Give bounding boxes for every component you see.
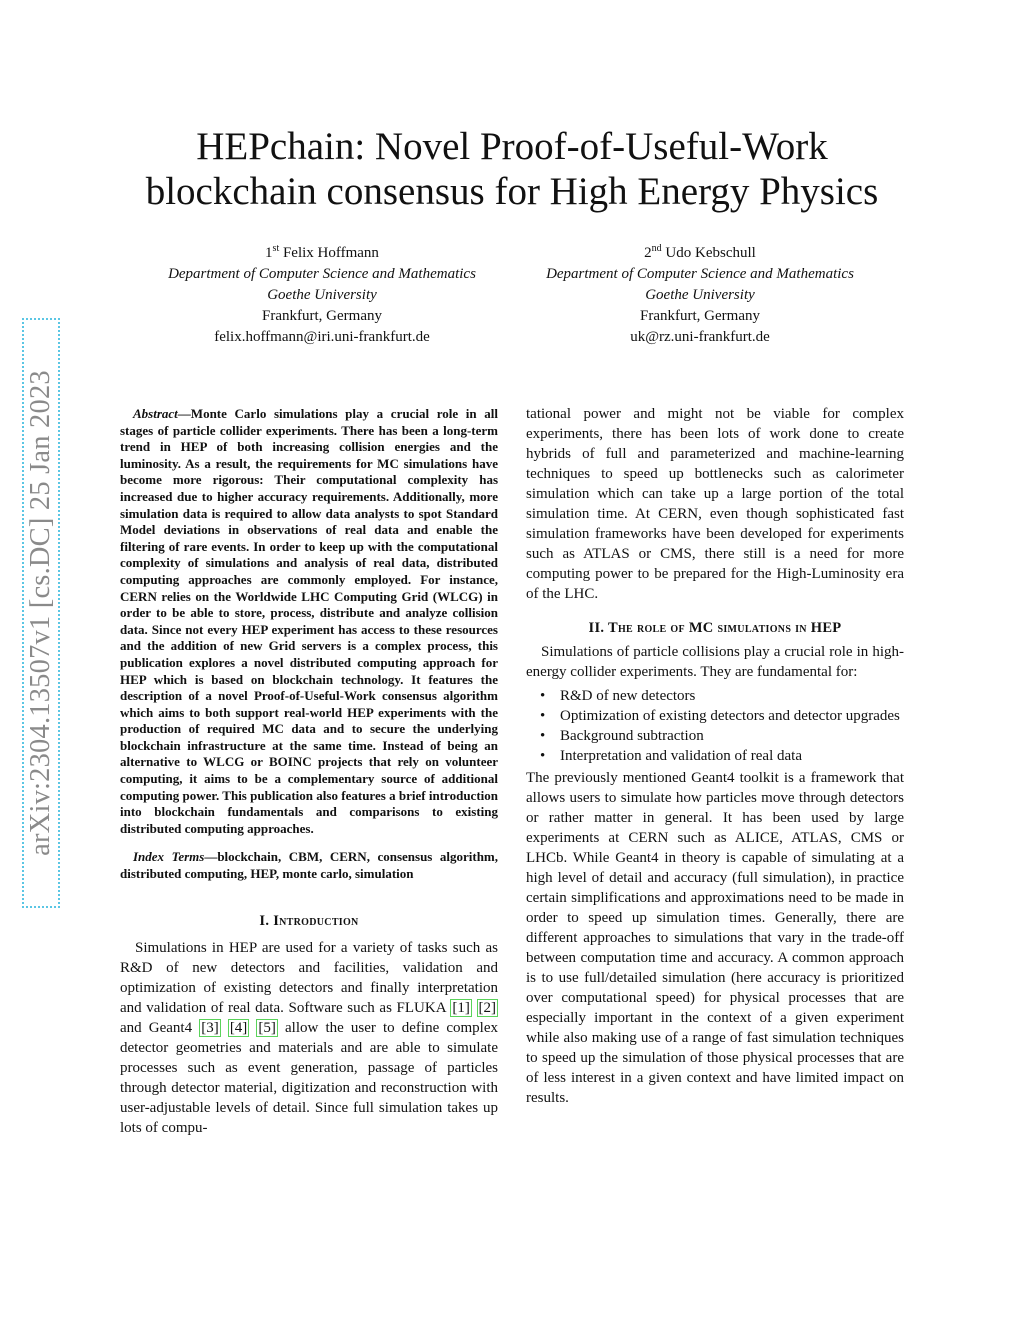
index-terms	[120, 849, 498, 882]
paper-title-line-1: HEPchain: Novel Proof-of-Useful-Work	[196, 125, 828, 168]
intro-paragraph: Simulations in HEP are used for a variety of tasks such as R&D of new detectors and facilities, validation and optimization of existing detectors and finally interpretation and validation of real data. Software such as FLUKA [1] [2] and Geant4 [3] [4] [5] allow the user to define complex detector geometries and materials and are able to simulate processes such as event generation, passage of particles through detector material, digitization and reconstruction with user-adjustable levels of detail. Since full simulation takes up lots of compu-	[120, 939, 499, 1136]
intro-paragraph-continued: tational power and might not be viable for complex experiments, there has been lots of work done to create hybrids of full and parameterized and machine-learning techniques to speed up bottlenecks such as calorimeter simulation which can take up a large portion of the total simulation time. At CERN, even though sophisticated fast simulation frameworks have been developed for experiments such as ATLAS or CMS, there still is a need for more computing power to be prepared for the High-Luminosity era of the LHC.	[526, 406, 904, 602]
list-item: • Background subtraction	[560, 726, 904, 746]
list-item: • Optimization of existing detectors and detector upgrades	[560, 706, 904, 726]
author-name: 1st Felix Hoffmann	[265, 243, 379, 261]
author-university: Goethe University	[267, 287, 377, 303]
author-city: Frankfurt, Germany	[640, 308, 760, 324]
author-name: 2nd Udo Kebschull	[644, 243, 756, 261]
author-city: Frankfurt, Germany	[262, 308, 382, 324]
left-column	[120, 404, 498, 1138]
author-name-text: Felix Hoffmann	[282, 245, 379, 261]
abstract	[120, 406, 498, 837]
author-department: Department of Computer Science and Mathematics	[546, 266, 854, 282]
citation-link[interactable]: [5]	[258, 1019, 276, 1036]
author-university: Goethe University	[645, 287, 755, 303]
citation-link[interactable]: [4]	[229, 1019, 248, 1036]
citation-link[interactable]: [3]	[201, 1019, 219, 1036]
author-email[interactable]: uk@rz.uni-frankfurt.de	[630, 329, 770, 345]
section2-paragraph-2: The previously mentioned Geant4 toolkit is a framework that allows users to simulate how particles move through detectors or rather matter in general. It has been used by large experiments at CERN such as ALICE, ATLAS, CMS or LHCb. While Geant4 in theory is capable of simulating at a high level of detail and accuracy (full simulation), in practice certain simplifications and approximations need to be made in order to speed up simulation times. Generally, there are different approaches to simulations that vary in the trade-off between computation time and accuracy. A common approach is to use full/detailed simulation (here accuracy is prioritized over computational speed) for physical processes that are especially important in the context of a given experiment while also making use of a range of fast simulation techniques to speed up the simulation of those physical processes that are of less interest in a given context and have limited impact on results.	[526, 770, 904, 1106]
paper-title-line-2: blockchain consensus for High Energy Physics	[145, 170, 879, 213]
abstract-label: Abstract	[133, 406, 178, 421]
author-block-2	[505, 243, 895, 348]
index-terms-label: Index Terms	[133, 849, 205, 865]
list-item: • Interpretation and validation of real data	[560, 746, 904, 766]
author-name-text: Udo Kebschull	[665, 245, 756, 261]
paper-title	[0, 124, 1024, 214]
arxiv-sidebar	[22, 318, 60, 908]
section2-paragraph-1: Simulations of particle collisions play a crucial role in high-energy collider experiments. They are fundamental for:	[526, 644, 904, 680]
bullet-list	[526, 686, 904, 766]
right-column	[526, 404, 904, 1108]
index-terms-text: —blockchain, CBM, CERN, consensus algorithm, distributed computing, HEP, monte carlo, simulation	[120, 849, 499, 882]
author-department: Department of Computer Science and Mathematics	[168, 266, 476, 282]
author-email[interactable]: felix.hoffmann@iri.uni-frankfurt.de	[214, 329, 430, 345]
section-heading-introduction: I. Introduction	[259, 912, 359, 929]
citation-link[interactable]: [1]	[452, 999, 470, 1016]
arxiv-identifier: arXiv:2304.13507v1 [cs.DC] 25 Jan 2023	[25, 370, 56, 856]
citation-link[interactable]: [2]	[478, 999, 496, 1016]
list-item: • R&D of new detectors	[560, 686, 904, 706]
section-heading-mc-simulations: II. The role of MC simulations in HEP	[588, 620, 842, 636]
abstract-text: —Monte Carlo simulations play a crucial role in all stages of particle collider experiments. There has been a long-term trend in HEP of both increasing collision energies and the luminosity. As a result, the requirements for MC simulations have become more rigorous: Their computational complexity has increased due to higher accuracy requirements. Additionally, more simulation data is required to allow data analysts to spot Standard Model deviations in observations of real data and enable the filtering of rare events. In order to keep up with the computational complexity of simulations and analysis of real data, distributed computing approaches are commonly employed. For instance, CERN relies on the Worldwide LHC Computing Grid (WLCG) in order to be able to store, process, distribute and analyze collision data. Since not every HEP experiment has access to these resources and the addition of new Grid servers is a complex process, this publication explores a novel distributed computing approach for HEP which is based on blockchain technology. It features the description of a novel Proof-of-Useful-Work consensus algorithm which aims to both support real-world HEP experiments with the production of required MC data and to secure the underlying blockchain infrastructure at the same time. Instead of being an alternative to WLCG or BOINC projects that rely on volunteer computing, it aims to be a complementary source of additional computing power. This publication also features a brief introduction into blockchain fundamentals and comparisons to existing distributed computing approaches.	[120, 406, 498, 836]
author-block-1	[127, 243, 517, 348]
